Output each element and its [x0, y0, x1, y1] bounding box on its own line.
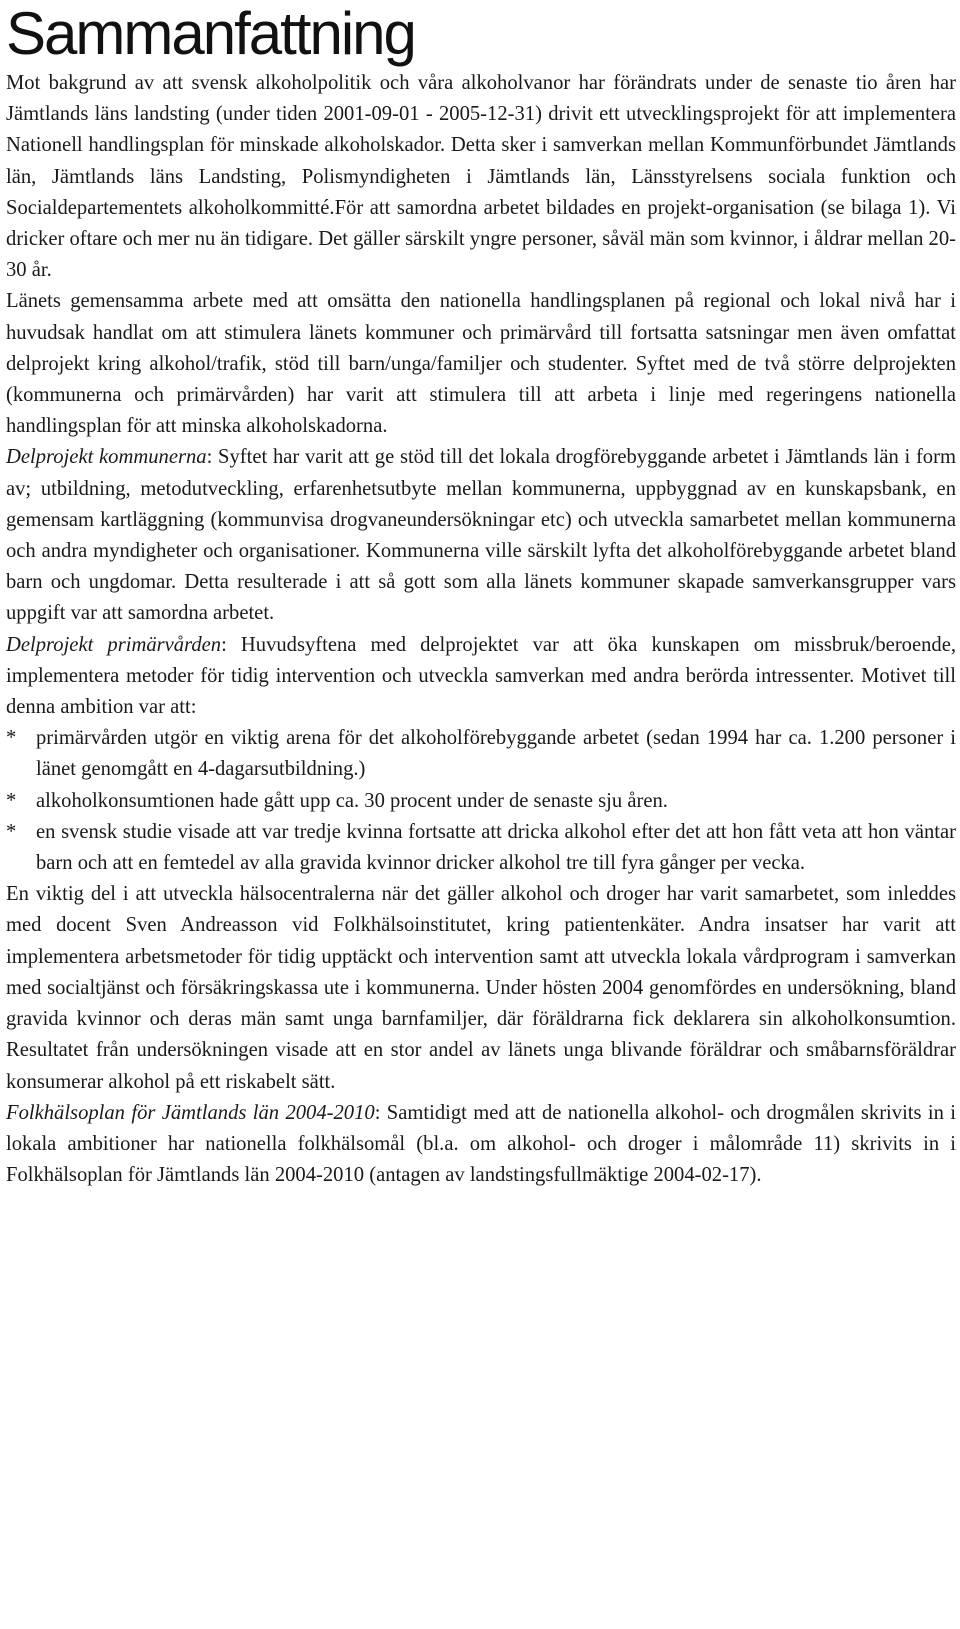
- bullet-asterisk: *: [6, 820, 17, 843]
- document-page: [6, 0, 956, 1191]
- paragraph-text: : Huvudsyftena med delprojektet var att öka kunskapen om missbruk/beroende, implementera metoder för tidig intervention och utveckla samverkan med andra berörda intressenter. Motivet till denna ambition var att:: [6, 633, 956, 719]
- list-item-text: primärvården utgör en viktig arena för det alkoholförebyggande arbetet (sedan 1994 har ca. 1.200 personer i länet genomgått en 4-dagarsutbildning.): [36, 727, 956, 781]
- bullet-asterisk: *: [6, 789, 17, 812]
- summary-body: [6, 68, 956, 1191]
- paragraph-halsocentraler: En viktig del i att utveckla hälsocentralerna när det gäller alkohol och droger har varit samarbetet, som inleddes med docent Sven Andreasson vid Folkhälsoinstitutet, kring patientenkäter. Andra insatser har varit att implementera arbetsmetoder för tidig upptäckt och intervention samt att utveckla lokala vårdprogram i samverkan med socialtjänst och försäkringskassa ute i kommunerna. Under hösten 2004 genomfördes en undersökning, bland gravida kvinnor och deras män samt unga barnfamiljer, där föräldrarna fick deklarera sin alkoholkonsumtion. Resultatet från undersökningen visade att en stor andel av länets unga blivande föräldrar och småbarnsföräldrar konsumerar alkohol på ett riskabelt sätt.: [6, 883, 956, 1093]
- motive-list: [6, 723, 956, 879]
- paragraph-regional-work: Länets gemensamma arbete med att omsätta den nationella handlingsplanen på regional och lokal nivå har i huvudsak handlat om att stimulera länets kommuner och primärvård till fortsatta satsningar men även omfattat delprojekt kring alkohol/trafik, stöd till barn/unga/familjer och studenter. Syftet med de två större delprojekten (kommunerna och primärvården) har varit att stimulera till att arbeta i linje med regeringens nationella handlingsplan för att minska alkoholskadorna.: [6, 290, 956, 438]
- list-item: [6, 817, 956, 879]
- list-item: [6, 723, 956, 785]
- list-item-text: alkoholkonsumtionen hade gått upp ca. 30 procent under de senaste sju åren.: [36, 789, 668, 812]
- paragraph-folkhalsoplan: [6, 1098, 956, 1192]
- section-lead-primarvarden: Delprojekt primärvården: [6, 633, 222, 656]
- list-item: [6, 786, 956, 817]
- section-lead-kommunerna: Delprojekt kommunerna: [6, 446, 207, 469]
- paragraph-text: : Samtidigt med att de nationella alkohol- och drogmålen skrivits in i lokala ambitioner har nationella folkhälsomål (bl.a. om alkohol- och droger i målområde 11) skrivits in i Folkhälsoplan för Jämtlands län 2004-2010 (antagen av landstingsfullmäktige 2004-02-17).: [6, 1101, 957, 1187]
- paragraph-delprojekt-kommunerna: [6, 442, 956, 629]
- list-item-text: en svensk studie visade att var tredje kvinna fortsatte att dricka alkohol efter det att hon fått veta att hon väntar barn och att en femtedel av alla gravida kvinnor dricker alkohol tre till fyra gånger per vecka.: [36, 820, 956, 875]
- section-lead-folkhalsoplan: Folkhälsoplan för Jämtlands län 2004-2010: [6, 1101, 375, 1124]
- paragraph-delprojekt-primarvarden: [6, 630, 956, 724]
- page-title: Sammanfattning: [6, 0, 415, 67]
- bullet-asterisk: *: [6, 727, 17, 750]
- paragraph-text: : Syftet har varit att ge stöd till det lokala drogförebyggande arbetet i Jämtlands län i form av; utbildning, metodutveckling, erfarenhetsutbyte mellan kommunerna, uppbyggnad av en kunskapsbank, en gemensam kartläggning (kommunvisa drogvaneundersökningar etc) och utveckla samarbetet mellan kommunerna och andra myndigheter och organisationer. Kommunerna ville särskilt lyfta det alkoholförebyggande arbetet bland barn och ungdomar. Detta resulterade i att så gott som alla länets kommuner skapade samverkansgrupper vars uppgift var att samordna arbetet.: [6, 446, 956, 625]
- paragraph-background: Mot bakgrund av att svensk alkoholpolitik och våra alkoholvanor har förändrats under de senaste tio åren har Jämtlands läns landsting (under tiden 2001-09-01 - 2005-12-31) drivit ett utvecklingsprojekt för att implementera Nationell handlingsplan för minskade alkoholskador. Detta sker i samverkan mellan Kommunförbundet Jämtlands län, Jämtlands läns Landsting, Polismyndigheten i Jämtlands län, Länsstyrelsens sociala funktion och Socialdepartementets alkoholkommitté.För att samordna arbetet bildades en projekt-organisation (se bilaga 1). Vi dricker oftare och mer nu än tidigare. Det gäller särskilt yngre personer, såväl män som kvinnor, i åldrar mellan 20-30 år.: [6, 72, 956, 282]
